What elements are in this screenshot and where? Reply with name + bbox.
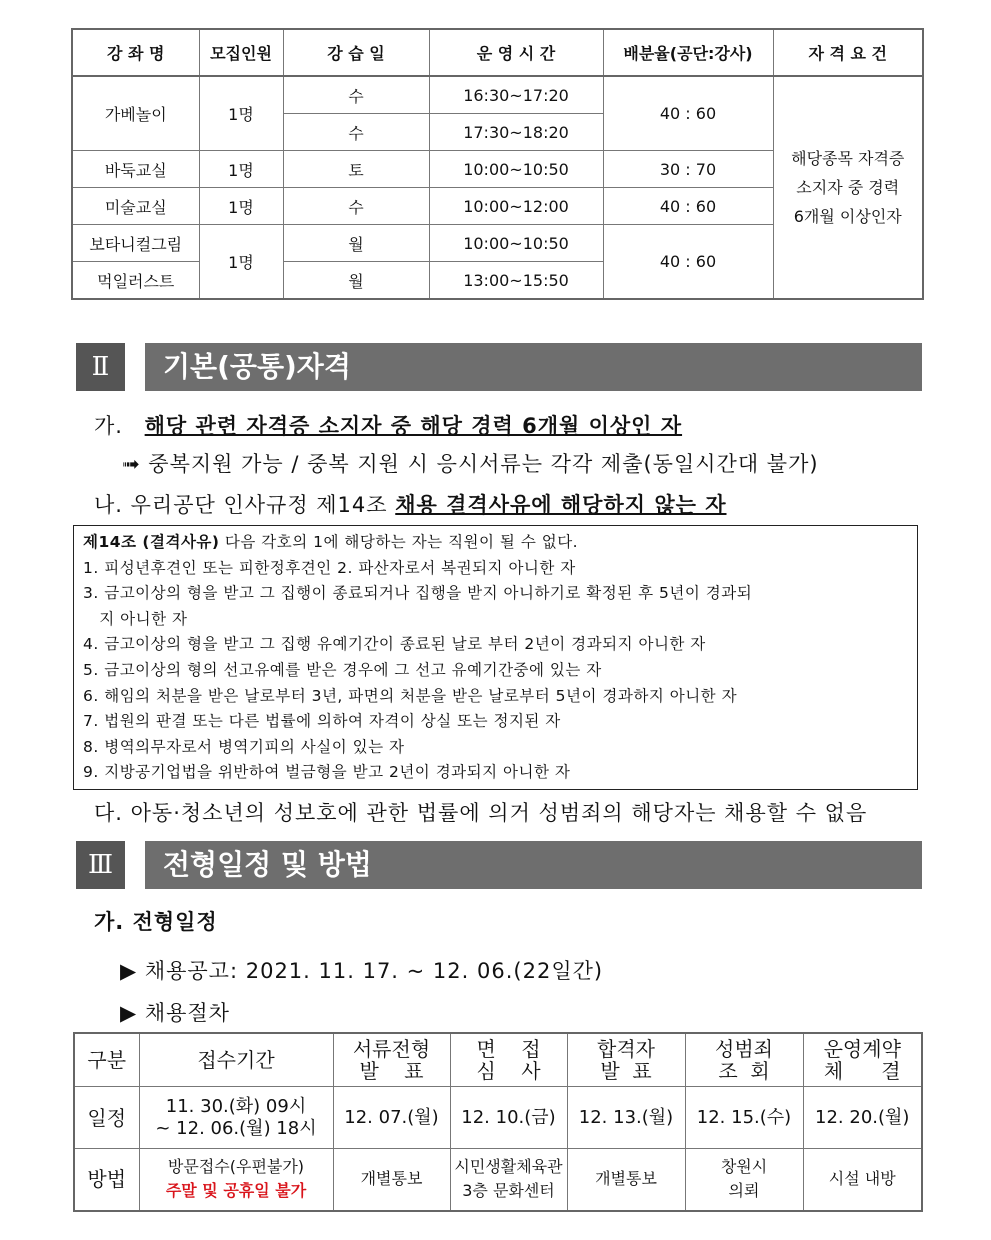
header-cell: 강 좌 명 [72, 29, 199, 76]
course-name: 바둑교실 [72, 151, 199, 188]
course-table [71, 28, 924, 300]
header-text: 발 표 [600, 1059, 652, 1083]
box-title: 제14조 (결격사유) [83, 533, 220, 551]
qualification-cell [773, 76, 923, 299]
item-prefix: 가. [94, 414, 131, 438]
item-arrow-note [122, 448, 819, 478]
box-line: 8. 병역의무자로서 병역기피의 사실이 있는 자 [83, 737, 405, 756]
method-line: 창원시 [720, 1157, 768, 1177]
course-time: 10:00~10:50 [429, 151, 603, 188]
course-name: 미술교실 [72, 188, 199, 225]
header-cell [450, 1033, 567, 1087]
header-text: 성범죄 [715, 1037, 773, 1061]
course-time: 16:30~17:20 [429, 76, 603, 114]
method-cell: 개별통보 [567, 1149, 685, 1211]
row-label: 방법 [74, 1149, 139, 1211]
box-line: 지 아니한 자 [83, 609, 188, 628]
qualification-line: 6개월 이상인자 [793, 207, 902, 226]
period-line: ~ 12. 06.(월) 18시 [155, 1117, 317, 1139]
item-a-text: 해당 관련 자격증 소지자 중 해당 경력 6개월 이상인 자 [144, 414, 683, 438]
header-cell [74, 1033, 139, 1087]
method-line: 시민생활체육관 [454, 1157, 563, 1177]
schedule-cell: 12. 10.(금) [450, 1087, 567, 1149]
schedule-cell: 12. 20.(월) [803, 1087, 922, 1149]
course-time: 13:00~15:50 [429, 262, 603, 300]
warning-text: 주말 및 공휴일 불가 [165, 1181, 307, 1201]
arrow-note-text: 중복지원 가능 / 중복 지원 시 응시서류는 각각 제출(동일시간대 불가) [148, 452, 819, 476]
method-line: 3층 문화센터 [462, 1181, 555, 1201]
method-cell: 개별통보 [333, 1149, 450, 1211]
method-row [74, 1149, 922, 1211]
table-row [72, 76, 923, 114]
bullet-procedure: ▶ 채용절차 [120, 1001, 230, 1025]
qualification-line: 해당종목 자격증 [791, 149, 905, 168]
method-line: 의뢰 [728, 1181, 760, 1201]
item-a [94, 410, 682, 440]
box-line: 9. 지방공기업법을 위반하여 벌금형을 받고 2년이 경과되지 아니한 자 [83, 763, 571, 782]
disqualification-box [73, 525, 918, 790]
header-cell: 운 영 시 간 [429, 29, 603, 76]
course-time: 17:30~18:20 [429, 114, 603, 151]
header-cell [685, 1033, 803, 1087]
header-text: 체 결 [823, 1059, 901, 1083]
course-count: 1명 [199, 225, 283, 300]
header-text: 합격자 [597, 1037, 655, 1061]
course-ratio: 40 : 60 [603, 188, 773, 225]
section-title: 기본(공통)자격 [145, 343, 922, 391]
qualification-line: 소지자 중 경력 [796, 178, 900, 197]
box-line: 7. 법원의 판결 또는 다른 법률에 의하여 자격이 상실 또는 정지된 자 [83, 712, 561, 731]
header-text: 심 사 [476, 1059, 541, 1083]
period-line: 방문접수(우편불가) [167, 1157, 305, 1177]
header-cell [139, 1033, 333, 1087]
box-line: 6. 해임의 처분을 받은 날로부터 3년, 파면의 처분을 받은 날로부터 5년이 경과하지 아니한 자 [83, 686, 738, 705]
row-label: 일정 [74, 1087, 139, 1149]
header-cell [803, 1033, 922, 1087]
header-cell: 모집인원 [199, 29, 283, 76]
header-cell: 자 격 요 건 [773, 29, 923, 76]
header-text: 서류전형 [352, 1037, 431, 1061]
box-line: 4. 금고이상의 형을 받고 그 집행 유예기간이 종료된 날로 부터 2년이 경과되지 아니한 자 [83, 635, 706, 654]
course-count: 1명 [199, 151, 283, 188]
schedule-cell: 12. 13.(월) [567, 1087, 685, 1149]
course-time: 10:00~12:00 [429, 188, 603, 225]
header-cell: 배분율(공단:강사) [603, 29, 773, 76]
method-cell [450, 1149, 567, 1211]
course-time: 10:00~10:50 [429, 225, 603, 262]
course-ratio: 30 : 70 [603, 151, 773, 188]
method-cell [685, 1149, 803, 1211]
method-cell: 시설 내방 [803, 1149, 922, 1211]
schedule-row [74, 1087, 922, 1149]
item-prefix: 나. 우리공단 인사규정 제14조 [94, 493, 396, 517]
course-day: 월 [283, 262, 429, 300]
schedule-table [73, 1032, 923, 1212]
item-b-text: 채용 결격사유에 해당하지 않는 자 [395, 493, 727, 517]
course-day: 월 [283, 225, 429, 262]
course-day: 수 [283, 114, 429, 151]
box-line: 3. 금고이상의 형을 받고 그 집행이 종료되거나 집행을 받지 아니하기로 확정된 후 5년이 경과되 [83, 584, 753, 603]
section-number: Ⅲ [76, 841, 125, 889]
course-name: 보타니컬그림 [72, 225, 199, 262]
header-cell [567, 1033, 685, 1087]
section-3-header [76, 841, 922, 889]
course-day: 토 [283, 151, 429, 188]
schedule-cell: 12. 07.(월) [333, 1087, 450, 1149]
period-cell [139, 1087, 333, 1149]
header-text: 면 접 [476, 1037, 541, 1061]
period-cell [139, 1149, 333, 1211]
section-2-header [76, 343, 922, 391]
item-b [94, 489, 727, 519]
schedule-cell: 12. 15.(수) [685, 1087, 803, 1149]
course-day: 수 [283, 76, 429, 114]
header-cell: 강 습 일 [283, 29, 429, 76]
header-cell [333, 1033, 450, 1087]
box-intro: 다음 각호의 1에 해당하는 자는 직원이 될 수 없다. [219, 533, 579, 551]
course-count: 1명 [199, 76, 283, 151]
header-text: 구분 [87, 1048, 127, 1072]
subsection-title: 가. 전형일정 [94, 910, 218, 934]
box-line: 5. 금고이상의 형의 선고유예를 받은 경우에 그 선고 유예기간중에 있는 자 [83, 660, 602, 679]
course-ratio: 40 : 60 [603, 225, 773, 300]
course-count: 1명 [199, 188, 283, 225]
header-text: 발 표 [359, 1059, 424, 1083]
course-day: 수 [283, 188, 429, 225]
course-name: 가베놀이 [72, 76, 199, 151]
table-header-row [74, 1033, 922, 1087]
table-header-row [72, 29, 923, 76]
bullet-announcement: ▶ 채용공고: 2021. 11. 17. ~ 12. 06.(22일간) [120, 959, 604, 983]
item-c: 다. 아동·청소년의 성보호에 관한 법률에 의거 성범죄의 해당자는 채용할 수 없음 [94, 801, 868, 825]
header-text: 조 회 [718, 1059, 770, 1083]
section-number: Ⅱ [76, 343, 125, 391]
course-ratio: 40 : 60 [603, 76, 773, 151]
box-line: 1. 피성년후견인 또는 피한정후견인 2. 파산자로서 복권되지 아니한 자 [83, 558, 576, 577]
period-line: 11. 30.(화) 09시 [165, 1095, 307, 1117]
arrow-icon: ➟ [122, 452, 141, 476]
header-text: 접수기간 [197, 1048, 275, 1072]
header-text: 운영계약 [823, 1037, 901, 1061]
course-name: 먹일러스트 [72, 262, 199, 300]
section-title: 전형일정 및 방법 [145, 841, 922, 889]
